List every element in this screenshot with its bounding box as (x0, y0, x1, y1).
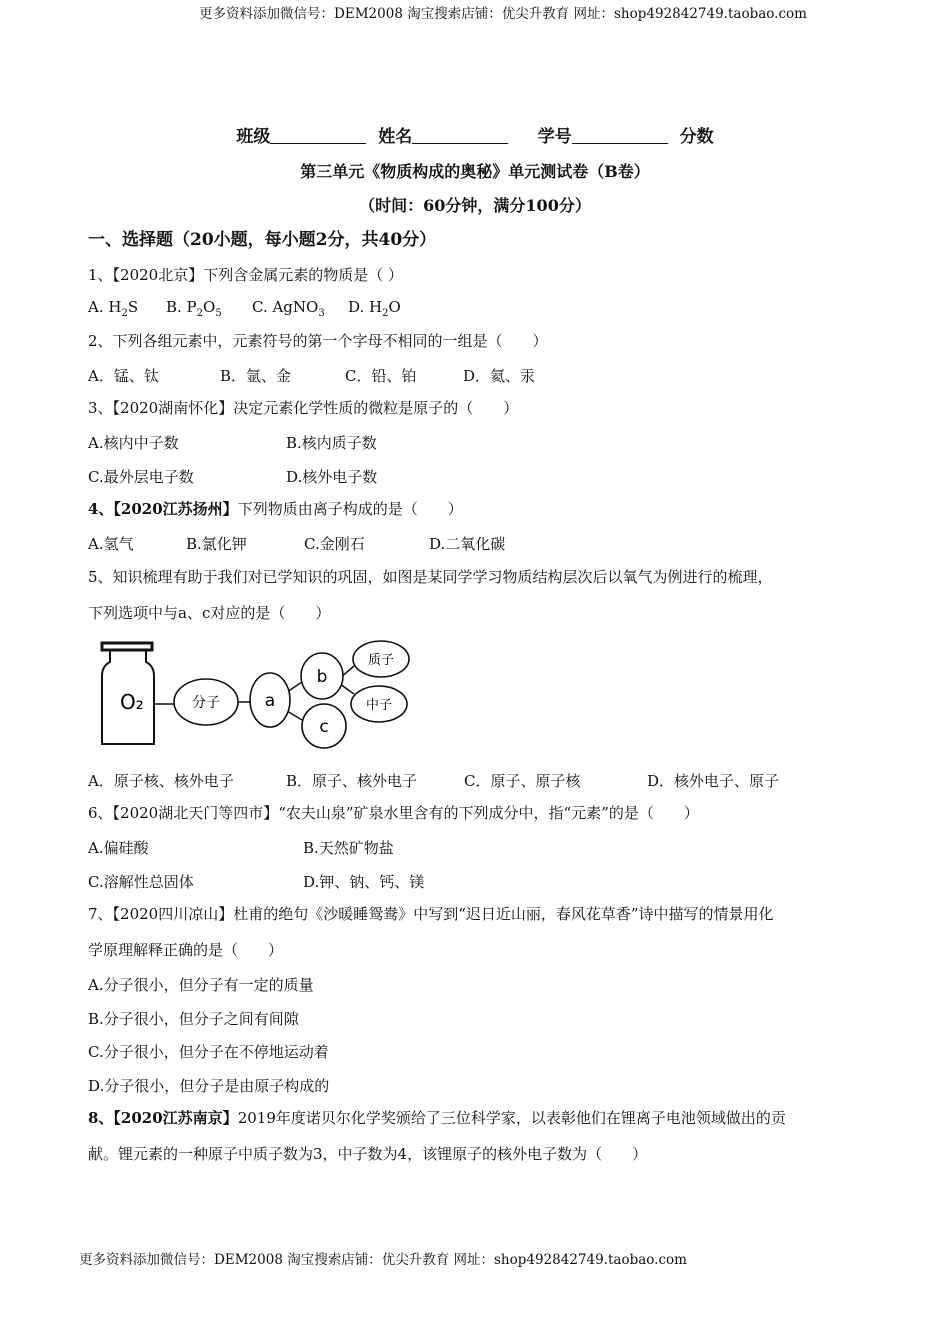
q7-option-d: D.分子很小，但分子是由原子构成的 (88, 1077, 330, 1095)
section-heading: 一、选择题（20小题，每小题2分，共40分） (88, 230, 437, 250)
student-info-row (0, 127, 950, 147)
q2-stem: 2、下列各组元素中，元素符号的第一个字母不相同的一组是（ ） (88, 332, 548, 350)
q2-option-a: A．锰、钛 (88, 367, 159, 385)
q4-stem: 4、【2020江苏扬州】下列物质由离子构成的是（ ） (88, 500, 463, 518)
q6-option-d: D.钾、钠、钙、镁 (303, 873, 425, 891)
q2-option-c: C．铅、铂 (345, 367, 417, 385)
class-label: 班级 (236, 127, 271, 147)
a-label: a (264, 691, 276, 711)
proton-label: 质子 (367, 653, 395, 668)
q2-option-b: B．氩、金 (220, 367, 292, 385)
q7-option-c: C.分子很小，但分子在不停地运动着 (88, 1043, 329, 1061)
q1-option-a: A. $H_2S$ (88, 298, 139, 319)
score-label: 分数 (679, 127, 714, 147)
q5-stem-line1: 5、知识梳理有助于我们对已学知识的巩固，如图是某同学学习物质结构层次后以氧气为例进行的梳理， (88, 568, 773, 586)
q3-option-c: C.最外层电子数 (88, 468, 194, 486)
number-blank (572, 127, 668, 144)
q7-stem-line2: 学原理解释正确的是（ ） (88, 941, 284, 959)
c-label: c (319, 717, 329, 737)
q3-option-a: A.核内中子数 (88, 434, 179, 452)
q7-stem-line1: 7、【2020四川凉山】杜甫的绝句《沙暖睡鸳鸯》中写到“迟日近山丽，春风花草香”诗中描写的情景用化 (88, 905, 774, 923)
molecule-label: 分子 (192, 695, 220, 711)
class-blank (270, 127, 366, 144)
q4-option-b: B.氯化钾 (186, 535, 247, 553)
bottle-label: O₂ (120, 690, 144, 714)
q6-stem: 6、【2020湖北天门等四市】“农夫山泉”矿泉水里含有的下列成分中，指“元素”的是（ ） (88, 804, 699, 822)
q5-stem-line2: 下列选项中与a、c对应的是（ ） (88, 604, 331, 622)
q5-option-d: D．核外电子、原子 (647, 772, 780, 790)
q5-option-c: C．原子、原子核 (464, 772, 581, 790)
q5-option-b: B．原子、核外电子 (286, 772, 418, 790)
q3-stem: 3、【2020湖南怀化】决定元素化学性质的微粒是原子的（ ） (88, 399, 519, 417)
q1-option-c: C. AgNO$_3$ (252, 298, 325, 319)
connector (340, 684, 354, 694)
name-blank (412, 127, 508, 144)
structure-diagram (96, 640, 426, 752)
page-header: 更多资料添加微信号：DEM2008 淘宝搜索店铺：优尖升教育 网址：shop492842749.taobao.com (199, 6, 807, 22)
q8-stem-line1: 8、【2020江苏南京】2019年度诺贝尔化学奖颁给了三位科学家，以表彰他们在锂离子电池领域做出的贡 (88, 1109, 786, 1127)
q6-option-a: A.偏硅酸 (88, 839, 149, 857)
page-title: 第三单元《物质构成的奥秘》单元测试卷（B卷） (300, 162, 650, 181)
name-label: 姓名 (378, 127, 413, 147)
q1-option-b: B. $P_2O_5$ (166, 298, 222, 319)
q4-option-d: D.二氧化碳 (429, 535, 506, 553)
q2-option-d: D．氦、汞 (463, 367, 536, 385)
q8-stem-line2: 献。锂元素的一种原子中质子数为3，中子数为4，该锂原子的核外电子数为（ ） (88, 1145, 648, 1163)
page-footer: 更多资料添加微信号：DEM2008 淘宝搜索店铺：优尖升教育 网址：shop492842749.taobao.com (79, 1252, 687, 1268)
b-label: b (316, 667, 328, 687)
q7-option-b: B.分子很小，但分子之间有间隙 (88, 1010, 299, 1028)
neutron-label: 中子 (365, 698, 393, 713)
q4-option-c: C.金刚石 (304, 535, 365, 553)
q6-option-b: B.天然矿物盐 (303, 839, 394, 857)
q3-option-d: D.核外电子数 (286, 468, 378, 486)
q5-option-a: A．原子核、核外电子 (88, 772, 234, 790)
q1-stem: 1、【2020北京】下列含金属元素的物质是（ ） (88, 266, 403, 284)
q7-option-a: A.分子很小，但分子有一定的质量 (88, 976, 314, 994)
q1-option-d: D. $H_2O$ (348, 298, 401, 319)
q4-option-a: A.氢气 (88, 535, 134, 553)
q3-option-b: B.核内质子数 (286, 434, 377, 452)
number-label: 学号 (537, 127, 572, 147)
q6-option-c: C.溶解性总固体 (88, 873, 194, 891)
bottle-cap (102, 643, 152, 650)
page-subtitle: （时间：60分钟，满分100分） (359, 196, 591, 215)
